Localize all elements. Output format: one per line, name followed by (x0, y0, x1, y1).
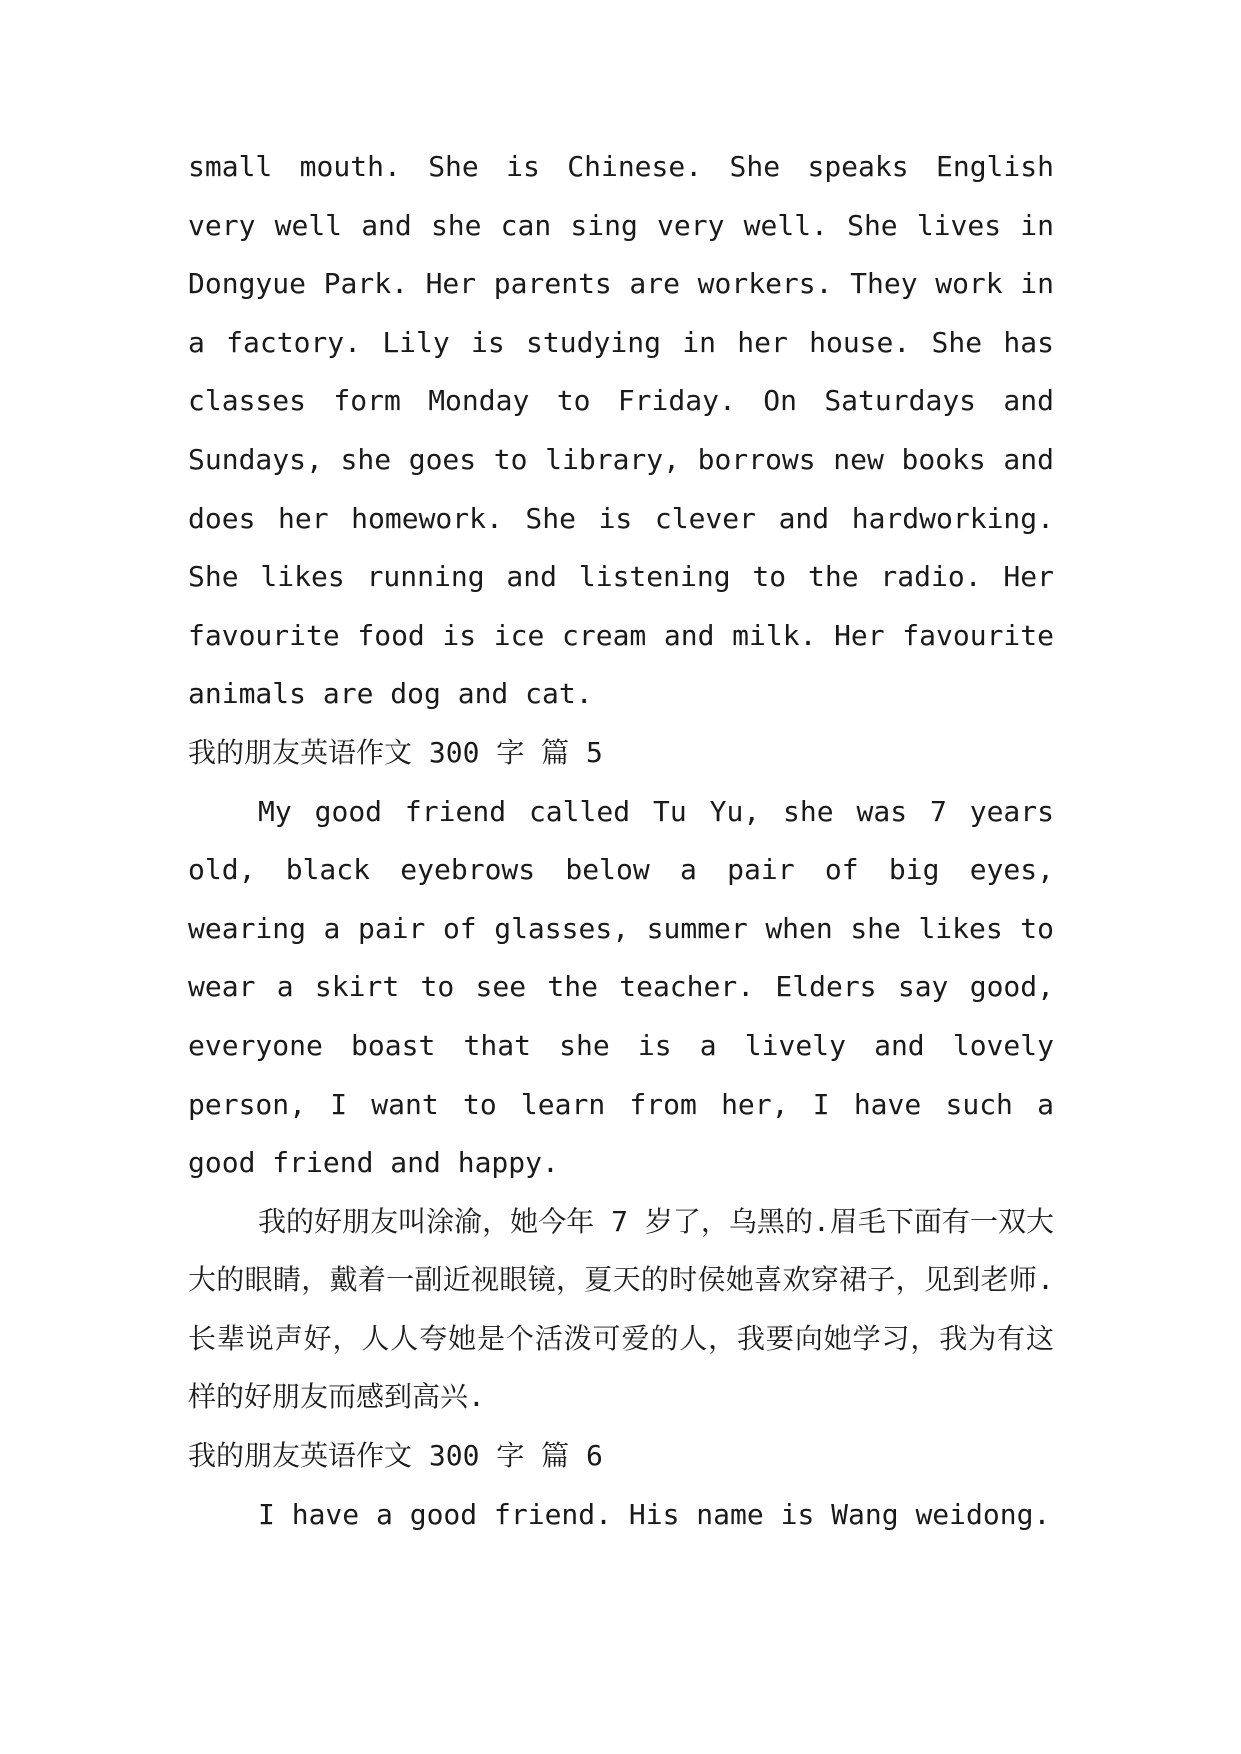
paragraph-continued: small mouth. She is Chinese. She speaks English very well and she can sing very well. She lives in Dongyue Park. Her parents are workers. They work in a factory. Lily is studying in her house. She has classes form Monday to Friday. On Saturdays and Sundays, she goes to library, borrows new books and does her homework. She is clever and hardworking. She likes running and listening to the radio. Her favourite food is ice cream and milk. Her favourite animals are dog and cat. (188, 150, 1054, 711)
paragraph-5-chinese: 我的好朋友叫涂渝，她今年 7 岁了，乌黑的.眉毛下面有一双大大的眼睛，戴着一副近视眼镜，夏天的时侯她喜欢穿裙子，见到老师.长辈说声好，人人夸她是个活泼可爱的人，我要向她学习，我为有这样的好朋友而感到高兴. (188, 1204, 1054, 1414)
paragraph-5-english: My good friend called Tu Yu, she was 7 years old, black eyebrows below a pair of big eyes, wearing a pair of glasses, summer when she likes to wear a skirt to see the teacher. Elders say good, everyone boast that she is a lively and lovely person, I want to learn from her, I have such a good friend and happy. (188, 794, 1054, 1180)
section-heading-6: 我的朋友英语作文 300 字 篇 6 (188, 1439, 603, 1473)
document-body (188, 138, 1054, 1544)
paragraph-6-english: I have a good friend. His name is Wang weidong. (258, 1497, 1051, 1531)
section-heading-5: 我的朋友英语作文 300 字 篇 5 (188, 735, 603, 769)
